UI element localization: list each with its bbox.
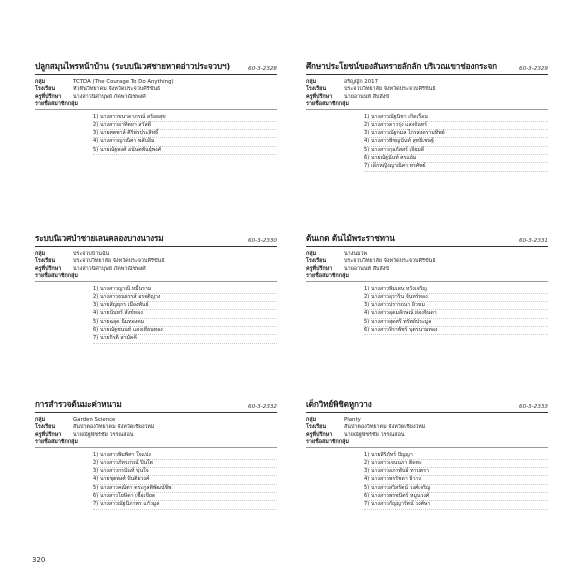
- member-item: 4) นางสาวพิชญนันท์ สุทธิเชษฐ์: [364, 138, 548, 146]
- school-label: โรงเรียน: [35, 86, 56, 93]
- project-header: [306, 60, 548, 75]
- member-item: 1) นายสิริภัทร์ ปัญญา: [364, 452, 548, 460]
- category-label: กลุ่ม: [35, 79, 46, 85]
- info-row-school: [35, 424, 277, 431]
- members-header-row: [35, 439, 277, 446]
- school-label: โรงเรียน: [306, 258, 327, 265]
- advisor-value: นางสาวนิศาบุษย์ ภัคพาณิชพงศ์: [73, 265, 146, 272]
- member-item: 3) นางสาวปรารถนา ผิวขม: [364, 302, 548, 310]
- project-card: [35, 60, 277, 155]
- school-value: ประจวบวิทยาลัย จังหวัดประจวบคีรีขันธ์: [344, 86, 436, 93]
- info-row-category: [35, 251, 277, 258]
- category-label: กลุ่ม: [306, 417, 317, 423]
- member-item: 5) นางสาวกุลภัสสร์ เจียมดี: [364, 147, 548, 155]
- project-card: [306, 232, 548, 335]
- category-value: นางนมโพ: [344, 251, 368, 257]
- member-item: 6) นายณัฐชนนท์ แสงเทียนทอง: [93, 327, 277, 335]
- info-row-school: [306, 258, 548, 265]
- members-header-label: รายชื่อสมาชิกกลุ่ม: [35, 439, 78, 446]
- divider: [35, 109, 277, 110]
- project-header: [35, 232, 277, 247]
- project-code: 60-3-2330: [248, 238, 277, 244]
- member-item: 4) นายชุตพงศ์ ปันติยวงศ์: [93, 476, 277, 484]
- project-info: [306, 251, 548, 281]
- member-item: 5) นางสาวคณิตา ตระกูลพิพัฒน์ชีพ: [93, 485, 277, 493]
- divider: [306, 281, 548, 282]
- advisor-value: นายอานนท์ สืบสังข์: [344, 265, 390, 272]
- members-header-label: รายชื่อสมาชิกกลุ่ม: [306, 439, 349, 446]
- school-value: สันป่าตองวิทยาคม จังหวัดเชียงใหม่: [344, 424, 426, 431]
- info-row-category: [35, 417, 277, 424]
- project-info: [35, 417, 277, 447]
- project-card: [35, 398, 277, 510]
- advisor-value: นายอานนท์ สืบสังข์: [344, 93, 390, 100]
- advisor-label: ครูที่ปรึกษา: [35, 265, 62, 272]
- category-value: ประจวบบ้านฉัน: [73, 251, 110, 257]
- member-item: 7) เด็กหญิงญาณิศา ทรศัพย์: [364, 163, 548, 171]
- project-title: ปลูกสมุนไพรหน้าบ้าน (ระบบนิเวศชายหาดอ่าวประจวบฯ): [35, 61, 231, 71]
- page-number: 320: [32, 556, 46, 564]
- member-item: 3) นายสัญยุกร เมืองพันธ์: [93, 302, 277, 310]
- school-label: โรงเรียน: [306, 424, 327, 431]
- project-code: 60-3-2329: [519, 66, 548, 72]
- member-item: 1) นางสาวญาณี หมื่นราม: [93, 286, 277, 294]
- member-item: 1) นางสาวพิมเสน หวังเจริญ: [364, 286, 548, 294]
- divider: [306, 109, 548, 110]
- member-item: 6) นางสาวพรชนิตร์ หมูนวงศ์: [364, 493, 548, 501]
- advisor-value: นายณัฐพัชร์ชัย วรรณสอน: [73, 431, 134, 438]
- members-header-row: [306, 273, 548, 280]
- member-item: 2) นางสาวอาทิตยา สวัสดี: [93, 122, 277, 130]
- member-item: 2) นางสาวภัทรภรณ์ ปินใต: [93, 460, 277, 468]
- project-title: เด็กวิทย์พิชิตหูกวาง: [306, 399, 372, 409]
- school-value: หัวหินวิทยาคม จังหวัดประจวบคีรีขันธ์: [73, 86, 161, 93]
- member-item: 5) นายณัฐพงศ์ อนันตพันธุ์พงศ์: [93, 147, 277, 155]
- category-value: อริญญัก 2017: [344, 79, 379, 85]
- member-item: 5) นายฉลุด นิ่มทองคม: [93, 319, 277, 327]
- info-row-category: [306, 417, 548, 424]
- member-item: 2) นางสาวเจนนภา ติดทะ: [364, 460, 548, 468]
- school-label: โรงเรียน: [35, 424, 56, 431]
- member-item: 2) นางสาวธนธรรส์ อรจติญาง: [93, 294, 277, 302]
- project-code: 60-3-2333: [519, 404, 548, 410]
- divider: [35, 447, 277, 448]
- divider: [306, 447, 548, 448]
- member-item: 7) นางสาวณัฐนิภาพร แก้วมูล: [93, 501, 277, 509]
- member-item: 6) นางสาวจิราพัชร์ บุตรนามทอง: [364, 327, 548, 335]
- members-header-label: รายชื่อสมาชิกกลุ่ม: [35, 101, 78, 108]
- project-code: 60-3-2328: [248, 66, 277, 72]
- members-header-row: [306, 101, 548, 108]
- member-item: 5) นางสาวสุดศรี ทรัพย์ประมูล: [364, 319, 548, 327]
- school-value: ประจวบวิทยาลัย จังหวัดประจวบคีรีขันธ์: [344, 258, 436, 265]
- info-row-category: [35, 79, 277, 86]
- project-card: [306, 60, 548, 172]
- project-title: การสำรวจต้นมะค่าหนาม: [35, 399, 122, 409]
- member-item: 7) นายกิรติ สามัคคี: [93, 335, 277, 343]
- member-item: 3) นางสาวณัฐกมล ไกรสงครามทิพย์: [364, 130, 548, 138]
- advisor-label: ครูที่ปรึกษา: [306, 93, 333, 100]
- project-card: [306, 398, 548, 510]
- members-header-label: รายชื่อสมาชิกกลุ่ม: [35, 273, 78, 280]
- member-item: 2) นางสาวอุราริน จันทร์ทอง: [364, 294, 548, 302]
- members-list: [35, 452, 277, 510]
- category-label: กลุ่ม: [35, 417, 46, 423]
- members-list: [306, 286, 548, 336]
- member-item: 1) นางสาวพิมพิศา ใจแปง: [93, 452, 277, 460]
- advisor-label: ครูที่ปรึกษา: [35, 93, 62, 100]
- member-item: 3) นางสาวอภาพันธ์ ทาบตรา: [364, 468, 548, 476]
- category-label: กลุ่ม: [306, 79, 317, 85]
- project-code: 60-3-2332: [248, 404, 277, 410]
- info-row-category: [306, 79, 548, 86]
- member-item: 4) นางสาวพรรัชดา ธิวาง: [364, 476, 548, 484]
- category-value: TCTDA (The Courage To Do Anything): [73, 79, 174, 85]
- school-label: โรงเรียน: [35, 258, 56, 265]
- project-title: ระบบนิเวศป่าชายเลนคลองบางนางรม: [35, 233, 164, 243]
- member-item: 3) นายศตพาส์ ศิริพรประสิทธิ์: [93, 130, 277, 138]
- project-info: [306, 79, 548, 109]
- members-list: [35, 114, 277, 155]
- member-item: 4) นางสาวญาณิศา พลับอิ่ม: [93, 138, 277, 146]
- project-card: [35, 232, 277, 344]
- member-item: 7) นางสาวกัญญารัตน์ วงศ์ษา: [364, 501, 548, 509]
- member-item: 5) นางสาวสวิสรัตน์ วงศ์เจริญ: [364, 485, 548, 493]
- member-item: 6) นายณัฐนันท์ ศรแอ้ม: [364, 155, 548, 163]
- advisor-value: นางสาวนิศาบุษย์ ภัคพาณิชพงศ์: [73, 93, 146, 100]
- members-header-row: [35, 273, 277, 280]
- member-item: 3) นางสาวกรนันท์ ขุ่นใจ: [93, 468, 277, 476]
- members-header-label: รายชื่อสมาชิกกลุ่ม: [306, 273, 349, 280]
- project-info: [35, 79, 277, 109]
- info-row-school: [35, 86, 277, 93]
- info-row-school: [306, 86, 548, 93]
- info-row-category: [306, 251, 548, 258]
- member-item: 6) นางสาวโยษิตา เชื้อเขียด: [93, 493, 277, 501]
- school-value: สันป่าตองวิทยาคม จังหวัดเชียงใหม่: [73, 424, 155, 431]
- advisor-value: นายณัฐพัชร์ชัย วรรณสอน: [344, 431, 405, 438]
- member-item: 1) นางสาวณัฐนิชา เกิดเรือน: [364, 114, 548, 122]
- project-info: [35, 251, 277, 281]
- school-value: ประจวบวิทยาลัย จังหวัดประจวบคีรีขันธ์: [73, 258, 165, 265]
- members-header-label: รายชื่อสมาชิกกลุ่ม: [306, 101, 349, 108]
- advisor-label: ครูที่ปรึกษา: [306, 265, 333, 272]
- category-label: กลุ่ม: [35, 251, 46, 257]
- info-row-school: [35, 258, 277, 265]
- member-item: 2) นางสาวดาวรุ่ง แสงจันทร์: [364, 122, 548, 130]
- project-header: [35, 398, 277, 413]
- category-label: กลุ่ม: [306, 251, 317, 257]
- project-title: ศึกษาประโยชน์ของสันทรายลักลัก บริเวณเขาช่องกระจก: [306, 61, 497, 71]
- members-list: [35, 286, 277, 344]
- project-code: 60-3-2331: [519, 238, 548, 244]
- members-list: [306, 114, 548, 172]
- project-header: [35, 60, 277, 75]
- project-info: [306, 417, 548, 447]
- project-header: [306, 232, 548, 247]
- divider: [35, 281, 277, 282]
- category-value: Planty: [344, 417, 361, 423]
- member-item: 4) นางสาวอุดมลักษณ์ ผ่องจินดา: [364, 310, 548, 318]
- member-item: 4) นายนันทร์ สังข์ทอง: [93, 310, 277, 318]
- members-header-row: [35, 101, 277, 108]
- info-row-school: [306, 424, 548, 431]
- school-label: โรงเรียน: [306, 86, 327, 93]
- advisor-label: ครูที่ปรึกษา: [306, 431, 333, 438]
- advisor-label: ครูที่ปรึกษา: [35, 431, 62, 438]
- members-header-row: [306, 439, 548, 446]
- project-header: [306, 398, 548, 413]
- project-title: ต้นเกด ต้นไม้พระราชทาน: [306, 233, 395, 243]
- members-list: [306, 452, 548, 510]
- category-value: Garden Science: [73, 417, 116, 423]
- member-item: 1) นางสาวขนาดาภรณ์ สร้อยสุข: [93, 114, 277, 122]
